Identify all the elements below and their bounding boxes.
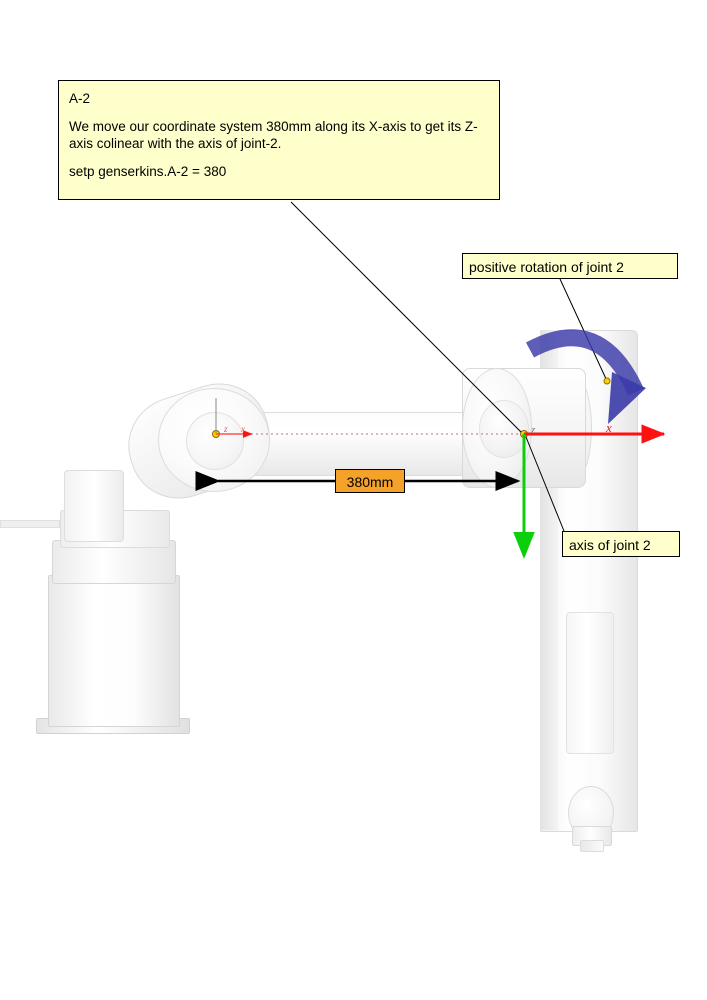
- note-a2-paragraph: We move our coordinate system 380mm along its X-axis to get its Z-axis colinear with the axis of joint-2.: [69, 119, 478, 151]
- leader-line-a2: [291, 202, 521, 432]
- note-a2-heading: A-2: [69, 91, 91, 106]
- leader-line-axis: [526, 437, 566, 536]
- label-positive-rotation: positive rotation of joint 2: [462, 253, 678, 279]
- rotation-arrowhead: [608, 372, 646, 424]
- right-frame-x-label: x: [606, 420, 612, 435]
- left-frame-x-label: x: [241, 424, 245, 434]
- right-frame-z-label: z: [531, 424, 536, 436]
- note-a2-command: setp genserkins.A-2 = 380: [69, 164, 227, 180]
- label-dimension-380mm: 380mm: [335, 469, 405, 493]
- left-frame-z-label: z: [224, 424, 228, 434]
- label-axis-of-joint-2: axis of joint 2: [562, 531, 680, 557]
- rotation-leader-dot: [604, 378, 610, 384]
- note-a2: [58, 80, 500, 200]
